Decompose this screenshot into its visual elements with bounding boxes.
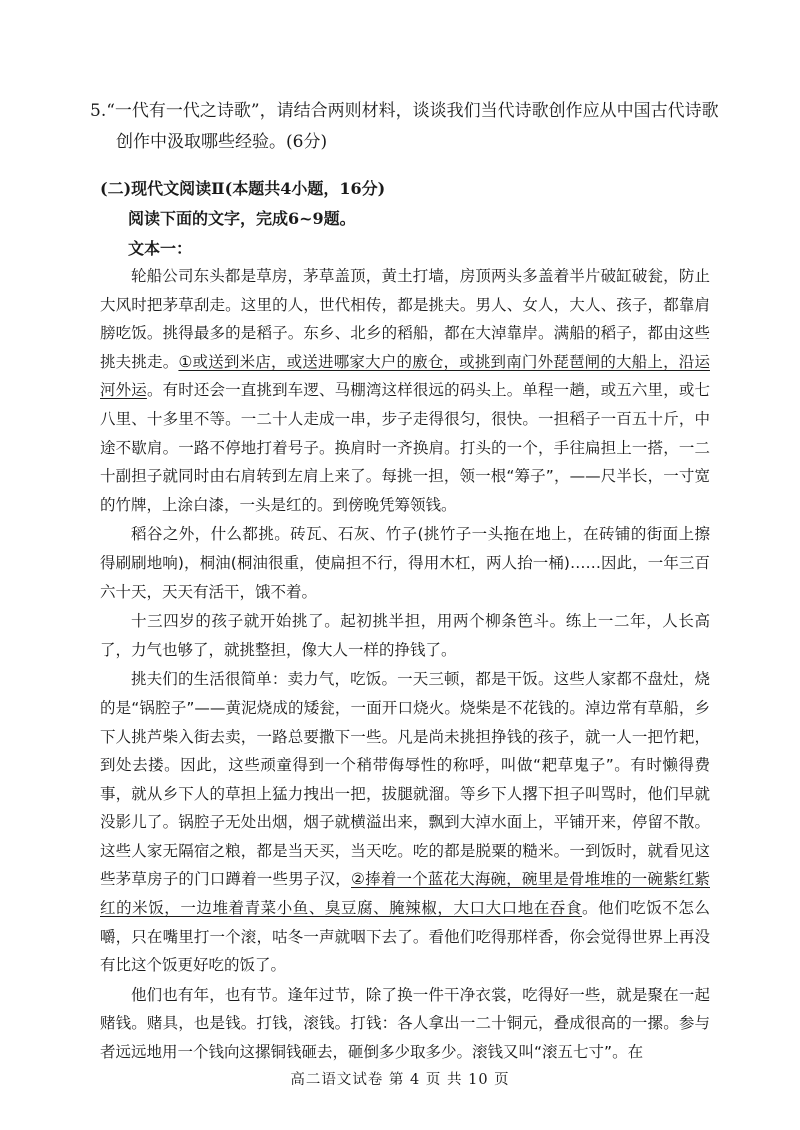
passage-paragraph: 十三四岁的孩子就开始挑了。起初挑半担，用两个柳条笆斗。练上一二年，人长高了，力气也够了，就挑整担，像大人一样的挣钱了。 [100,612,710,659]
underlined-sentence-1: ①或送到米店，或送进哪家大户的廒仓，或挑到南门外琵琶闸的大船上，沿运河外运 [100,352,710,400]
reading-instruction: 阅读下面的文字，完成6~9题。 [128,209,356,228]
text-one-label: 文本一： [128,239,193,258]
page-footer: 高二语文试卷 第 4 页 共 10 页 [290,1072,510,1088]
question-5-line-1: 5.“一代有一代之诗歌”，请结合两则材料，谈谈我们当代诗歌创作应从中国古代诗歌 [90,101,719,121]
question-5-line-2: 创作中汲取哪些经验。(6分) [116,132,328,152]
passage-paragraph: 他们也有年，也有节。逢年过节，除了换一件干净衣裳，吃得好一些，就是聚在一起赌钱。赌具，也是钱。打钱，滚钱。打钱：各人拿出一二十铜元，叠成很高的一摞。参与者远远地用一个钱向这摞铜钱砸去，砸倒多少取多少。滚钱又叫“滚五七寸”。在 [100,985,710,1062]
section-title: (二)现代文阅读Ⅱ(本题共4小题，16分) [100,179,386,198]
underlined-sentence-2: ②捧着一个蓝花大海碗，碗里是骨堆堆的一碗紫红紫红的米饭，一边堆着青菜小鱼、臭豆腐、腌辣椒，大口大口地在吞食 [100,870,710,918]
question-5 [90,96,720,158]
passage-paragraph: 挑夫们的生活很简单：卖力气，吃饭。一天三顿，都是干饭。这些人家都不盘灶，烧的是“锅腔子”——黄泥烧成的矮瓮，一面开口烧火。烧柴是不花钱的。淖边常有草船，乡下人挑芦柴入街去卖，一路总要撒下一些。凡是尚未挑担挣钱的孩子，就一人一把竹耙，到处去搂。因此，这些顽童得到一个稍带侮辱性的称呼，叫做“耙草鬼子”。有时懒得费事，就从乡下人的草担上猛力拽出一把，拔腿就溜。等乡下人撂下担子叫骂时，他们早就没影儿了。锅腔子无处出烟，烟子就横溢出来，飘到大淖水面上，平铺开来，停留不散。这些人家无隔宿之粮，都是当天买，当天吃。吃的都是脱粟的糙米。一到饭时，就看见这些茅草房子的门口蹲着一些男子汉，②捧着一个蓝花大海碗，碗里是骨堆堆的一碗紫红紫红的米饭，一边堆着青菜小鱼、臭豆腐、腌辣椒，大口大口地在吞食。他们吃饭不怎么嚼，只在嘴里打一个滚，咕冬一声就咽下去了。看他们吃得那样香，你会觉得世界上再没有比这个饭更好吃的饭了。 [100,670,710,975]
passage-paragraph: 稻谷之外，什么都挑。砖瓦、石灰、竹子(挑竹子一头拖在地上，在砖铺的街面上擦得刷刷地响)，桐油(桐油很重，使扁担不行，得用木杠，两人抬一桶)……因此，一年三百六十天，天天有活干，饿不着。 [100,525,710,601]
passage-body [100,262,710,1068]
passage-paragraph: 轮船公司东头都是草房，茅草盖顶，黄土打墙，房顶两头多盖着半片破缸破瓮，防止大风时把茅草刮走。这里的人，世代相传，都是挑夫。男人、女人，大人、孩子，都靠肩膀吃饭。挑得最多的是稻子。东乡、北乡的稻船，都在大淖靠岸。满船的稻子，都由这些挑夫挑走。①或送到米店，或送进哪家大户的廒仓，或挑到南门外琵琶闸的大船上，沿运河外运。有时还会一直挑到车逻、马棚湾这样很远的码头上。单程一趟，或五六里，或七八里、十多里不等。一二十人走成一串，步子走得很匀，很快。一担稻子一百五十斤，中途不歇肩。一路不停地打着号子。换肩时一齐换肩。打头的一个，手往扁担上一搭，一二十副担子就同时由右肩转到左肩上来了。每挑一担，领一根“筹子”，——尺半长，一寸宽的竹牌，上涂白漆，一头是红的。到傍晚凭筹领钱。 [100,267,710,514]
